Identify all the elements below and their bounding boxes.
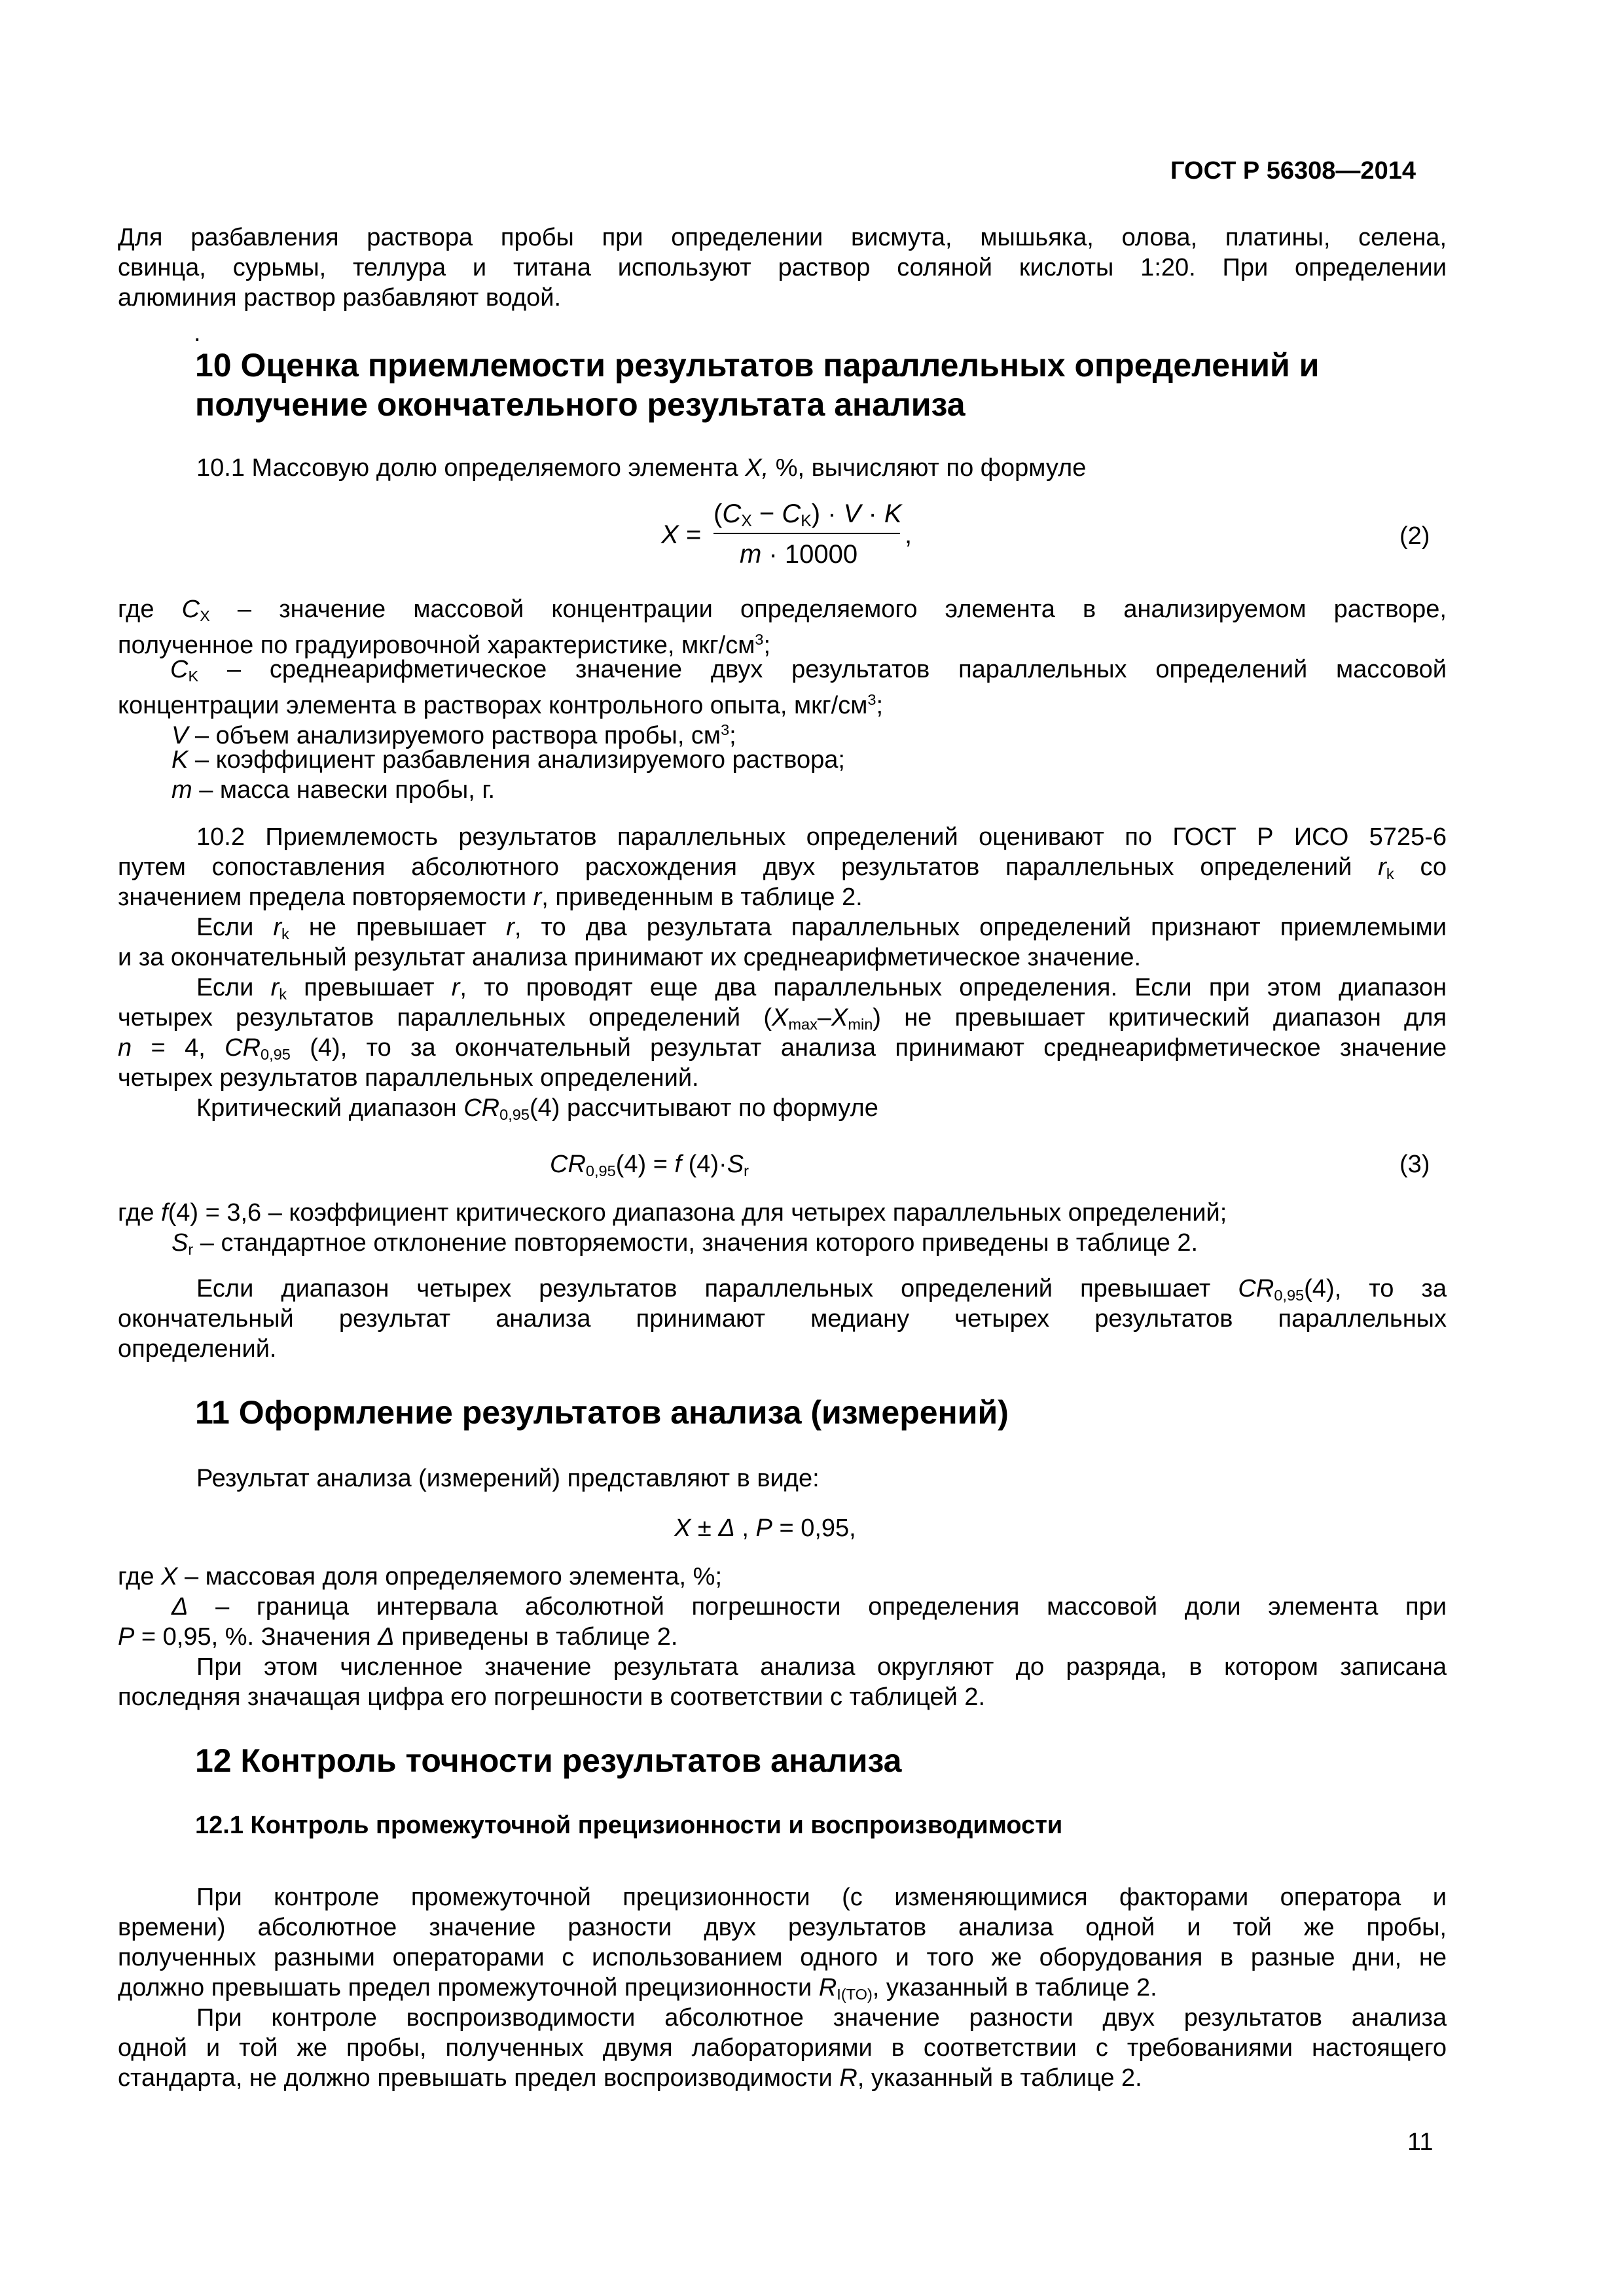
paragraph-10-2: Если $r_k$ превышает r, то проводят еще два параллельных определения. Если при этом диапазон — [196, 974, 1447, 1003]
intro-line: свинца, сурьмы, теллура и титана используют раствор соляной кислоты 1:20. При определении — [118, 254, 1447, 281]
result-formula: X ± Δ , P = 0,95, — [674, 1515, 856, 1542]
where-line: $C_K$ – среднеарифметическое значение двух результатов параллельных определений массовой — [170, 656, 1447, 685]
formula-lhs: X — [661, 520, 679, 549]
paragraph-12-1: При контроле воспроизводимости абсолютное значение разности двух результатов анализа — [196, 2004, 1447, 2032]
section-10-title: 10 Оценка приемлемости результатов параллельных определений и — [195, 347, 1320, 384]
paragraph-10-1: 10.1 Массовую долю определяемого элемента X, %, вычисляют по формуле — [196, 454, 1087, 482]
intro-line: Для разбавления раствора пробы при определении висмута, мышьяка, олова, платины, селена, — [118, 224, 1447, 251]
paragraph-10-3: Если диапазон четырех результатов параллельных определений превышает $CR_{0,95}(4)$, то за — [196, 1275, 1447, 1304]
paragraph-12-1: должно превышать предел промежуточной прецизионности $R_{I(TO)}$, указанный в таблице 2. — [118, 1974, 1157, 2003]
where-line: V – объем анализируемого раствора пробы, $см^3$; — [171, 721, 736, 749]
paragraph-10-3: окончательный результат анализа принимают медиану четырех результатов параллельных — [118, 1305, 1447, 1333]
formula-comma: , — [905, 520, 912, 549]
paragraph-12-1: При контроле промежуточной прецизионности (с изменяющимися факторами оператора и — [196, 1884, 1447, 1911]
paragraph-10-2: Критический диапазон $CR_{0,95}(4)$ рассчитывают по формуле — [196, 1094, 878, 1123]
where-line: где X – массовая доля определяемого элемента, %; — [118, 1563, 722, 1590]
formula-eq: = — [686, 520, 702, 549]
paragraph-10-2: путем сопоставления абсолютного расхождения двух результатов параллельных определений $r_k$ со — [118, 853, 1447, 882]
where-line: полученное по градуировочной характеристике, мкг/$см^3$; — [118, 631, 770, 659]
formula-numerator: $(C_X - C_K) \cdot V \cdot K$ — [713, 499, 902, 531]
section-12-title: 12 Контроль точности результатов анализа — [195, 1742, 902, 1779]
fraction-bar — [713, 533, 900, 534]
where-line: $S_r$ – стандартное отклонение повторяемости, значения которого приведены в таблице 2. — [171, 1229, 1199, 1258]
subsection-12-1-title: 12.1 Контроль промежуточной прецизионности и воспроизводимости — [195, 1812, 1063, 1839]
paragraph-12-1: полученных разными операторами с использованием одного и того же оборудования в разные дни, не — [118, 1944, 1447, 1971]
where-line: где f(4) = 3,6 – коэффициент критического диапазона для четырех параллельных определений; — [118, 1199, 1227, 1227]
formula-number: (2) — [1399, 522, 1430, 550]
intro-line: алюминия раствор разбавляют водой. — [118, 284, 562, 312]
paragraph-10-2: четырех результатов параллельных определений $(X_{max}-X_{min})$ не превышает критический диапазон для — [118, 1004, 1447, 1033]
paragraph-11: последняя значащая цифра его погрешности в соответствии с таблицей 2. — [118, 1683, 986, 1711]
formula-2 — [661, 499, 936, 577]
paragraph-10-2: n = 4, $CR_{0,95}$ (4), то за окончательный результат анализа принимают среднеарифметическое значение — [118, 1034, 1447, 1063]
where-line: где $C_X$ – значение массовой концентрации определяемого элемента в анализируемом растворе, — [118, 596, 1447, 624]
where-line: P = 0,95, %. Значения Δ приведены в таблице 2. — [118, 1623, 678, 1651]
paragraph-12-1: стандарта, не должно превышать предел воспроизводимости R, указанный в таблице 2. — [118, 2064, 1142, 2092]
where-line: концентрации элемента в растворах контрольного опыта, мкг/$см^3$; — [118, 691, 884, 719]
paragraph-11: Результат анализа (измерений) представляют в виде: — [196, 1465, 820, 1492]
paragraph-12-1: одной и той же пробы, полученных двумя лабораториями в соответствии с требованиями настоящего — [118, 2034, 1447, 2062]
paragraph-12-1: времени) абсолютное значение разности двух результатов анализа одной и той же пробы, — [118, 1914, 1447, 1941]
paragraph-10-2: 10.2 Приемлемость результатов параллельных определений оценивают по ГОСТ Р ИСО 5725-6 — [196, 823, 1447, 851]
paragraph-10-2: Если $r_k$ не превышает r, то два результата параллельных определений признают приемлемыми — [196, 914, 1447, 942]
paragraph-10-2: и за окончательный результат анализа принимают их среднеарифметическое значение. — [118, 944, 1142, 971]
paragraph-11: При этом численное значение результата анализа округляют до разряда, в котором записана — [196, 1653, 1447, 1681]
section-10-title: получение окончательного результата анализа — [195, 386, 965, 423]
where-line: m – масса навески пробы, г. — [171, 776, 496, 804]
stray-dot: . — [194, 319, 201, 347]
paragraph-10-3: определений. — [118, 1335, 277, 1363]
where-line: Δ – граница интервала абсолютной погрешности определения массовой доли элемента при — [171, 1593, 1447, 1621]
where-line: K – коэффициент разбавления анализируемого раствора; — [171, 746, 845, 774]
document-header: ГОСТ Р 56308—2014 — [1170, 157, 1416, 185]
page-number: 11 — [1407, 2128, 1434, 2156]
paragraph-10-2: четырех результатов параллельных определений. — [118, 1064, 699, 1092]
formula-denominator: m · 10000 — [740, 540, 858, 569]
paragraph-10-2: значением предела повторяемости r, приведенным в таблице 2. — [118, 884, 863, 911]
formula-number: (3) — [1399, 1151, 1430, 1178]
formula-3: $CR_{0,95}(4) = f$ $(4)\cdot S_r$ — [550, 1151, 749, 1179]
section-11-title: 11 Оформление результатов анализа (измерений) — [195, 1394, 1009, 1431]
